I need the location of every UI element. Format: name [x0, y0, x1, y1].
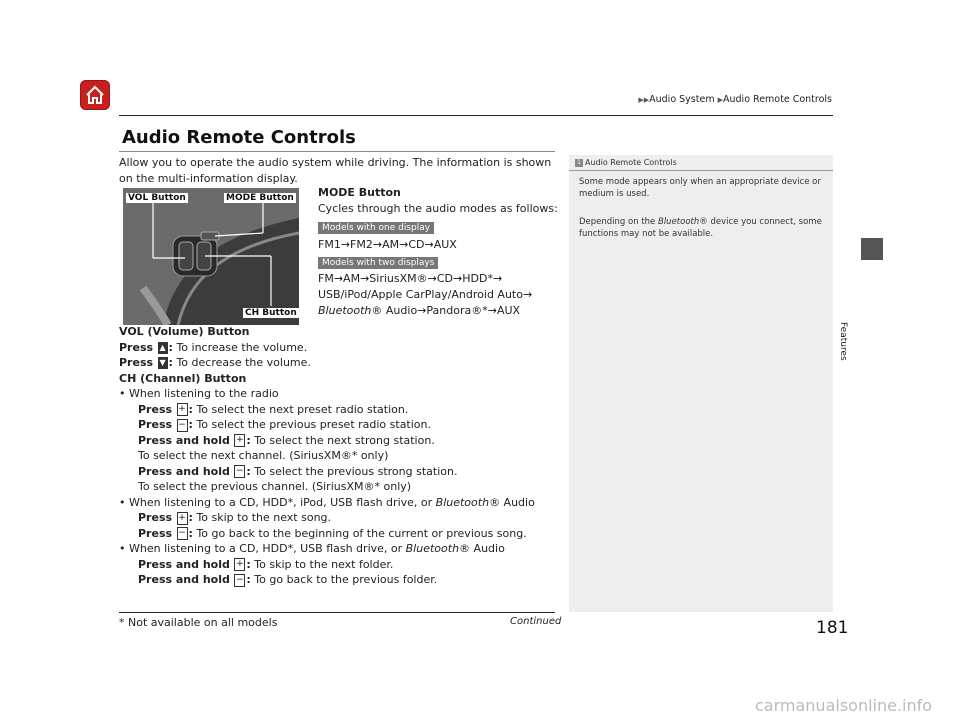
continued-label: Continued — [510, 616, 562, 627]
note-rule — [569, 170, 833, 171]
mode-button-callout: MODE Button — [226, 193, 294, 203]
note-icon: 1 — [575, 159, 583, 167]
side-tab-label: Features — [838, 322, 848, 361]
note-heading: 1 Audio Remote Controls — [575, 158, 677, 167]
one-display-sequence: FM1→FM2→AM→CD→AUX — [318, 238, 457, 251]
watermark: carmanualsonline.info — [755, 696, 933, 715]
plus-icon: + — [178, 512, 186, 523]
breadcrumb: ▶▶Audio System ▶Audio Remote Controls — [638, 94, 832, 105]
mode-heading: MODE Button — [318, 186, 401, 199]
one-display-badge: Models with one display — [318, 222, 434, 234]
minus-icon: − — [178, 528, 186, 538]
vol-button-callout: VOL Button — [128, 193, 186, 203]
mode-text: Cycles through the audio modes as follows: — [318, 202, 558, 215]
plus-icon: + — [236, 559, 244, 569]
vol-heading: VOL (Volume) Button — [119, 325, 250, 338]
title-rule — [119, 151, 555, 152]
ch-button-callout: CH Button — [245, 308, 297, 318]
side-tab-marker[interactable] — [861, 238, 883, 260]
minus-icon: − — [178, 419, 186, 430]
breadcrumb-part1[interactable]: Audio System — [649, 94, 715, 105]
up-arrow-icon: ▲ — [159, 342, 166, 352]
plus-icon: + — [236, 435, 244, 445]
plus-icon: + — [178, 404, 186, 414]
note-paragraph-1: Some mode appears only when an appropriate device or medium is used. — [579, 177, 821, 199]
vol-ch-body: VOL (Volume) Button Press ▲ : To increase the volume. Press ▼ : To decrease the volume. CH (Channel) Button • When listening to the radio Press + : To select the next preset radio station. Press − : To select the previous preset radio station. Press and hold + : To select the next strong station. To select the next channel. (SiriusXM®* only) Press and hold − : To select the previous strong station. To select the previous channel. (SiriusXM®* only) • When listening to a CD, HDD*, iPod, USB flash drive, or Bluetooth® Audio Press + : To skip to the next song. Press − : To go back to the beginning of the current or previous song. • When listening to a CD, HDD*, USB flash drive, or Bluetooth® Audio Press and hold + : To skip to the next folder. Press and hold − : To go back to the previous folder. — [119, 324, 559, 588]
two-display-sequence: FM→AM→SiriusXM®→CD→HDD*→ USB/iPod/Apple CarPlay/Android Auto→ Bluetooth® Audio→Pandora®*→AUX — [318, 272, 533, 317]
minus-icon: − — [236, 574, 244, 585]
footer-rule — [119, 612, 555, 613]
header-rule — [119, 115, 833, 116]
steering-wheel-figure — [123, 188, 299, 325]
note-paragraph-2: Depending on the Bluetooth® device you connect, some functions may not be available. — [579, 217, 822, 239]
ch-heading: CH (Channel) Button — [119, 371, 247, 385]
minus-icon: − — [236, 466, 244, 476]
page-number: 181 — [816, 618, 849, 638]
home-icon — [84, 84, 106, 106]
down-arrow-icon: ▼ — [159, 358, 166, 367]
breadcrumb-part2[interactable]: Audio Remote Controls — [723, 94, 832, 105]
two-display-badge: Models with two displays — [318, 257, 438, 269]
intro-text: Allow you to operate the audio system while driving. The information is shown on the multi-information display. — [119, 156, 552, 185]
home-button[interactable] — [80, 80, 110, 110]
footnote: * Not available on all models — [119, 616, 278, 629]
page-title: Audio Remote Controls — [122, 127, 356, 148]
